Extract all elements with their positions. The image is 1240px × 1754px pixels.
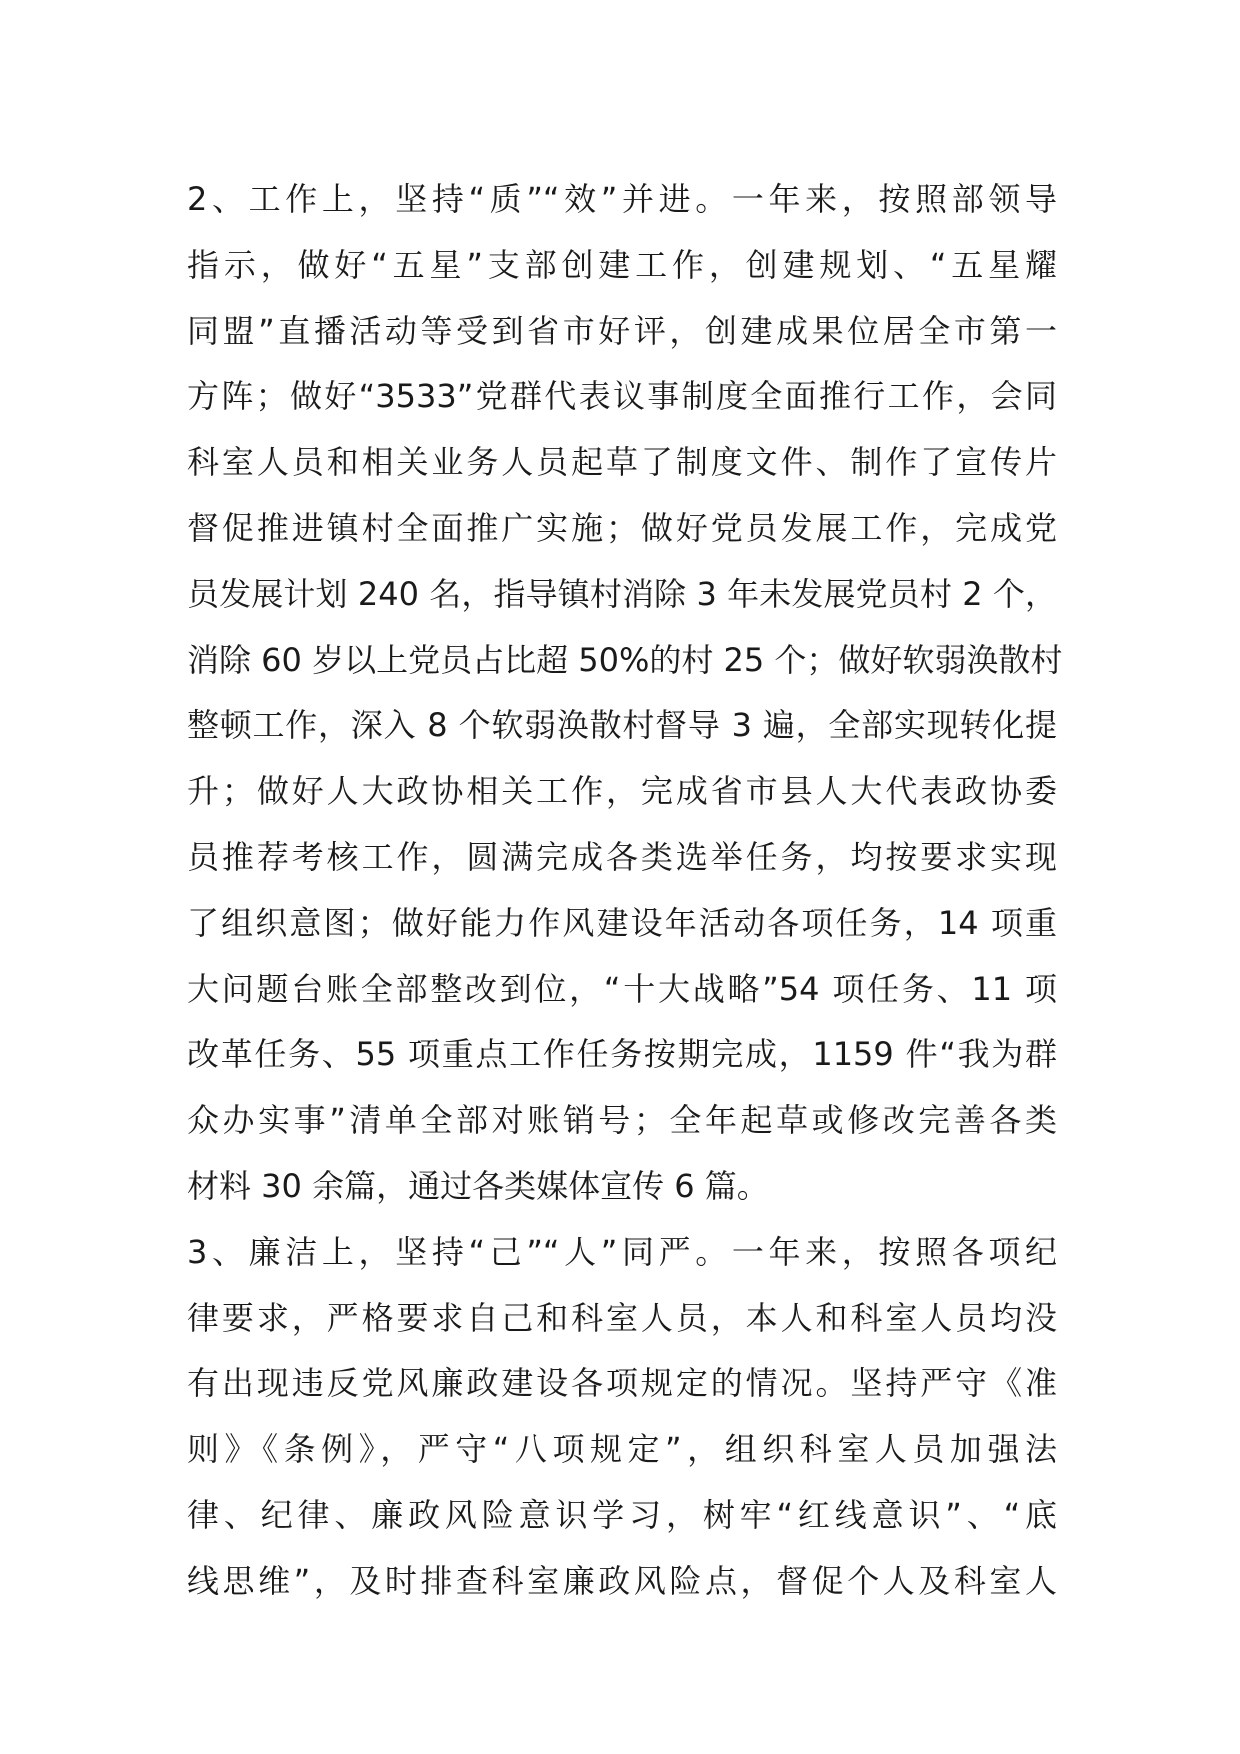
text-line: 2、工作上，坚持“质”“效”并进。一年来，按照部领导 xyxy=(187,180,1057,218)
text-line: 了组织意图；做好能力作风建设年活动各项任务，14 项重 xyxy=(187,903,1057,942)
text-line: 科室人员和相关业务人员起草了制度文件、制作了宣传片 xyxy=(187,443,1057,482)
text-line: 大问题台账全部整改到位，“十大战略”54 项任务、11 项 xyxy=(187,969,1057,1008)
text-line: 整顿工作，深入 8 个软弱涣散村督导 3 遍，全部实现转化提 xyxy=(187,706,1057,745)
text-line: 同盟”直播活动等受到省市好评，创建成果位居全市第一 xyxy=(187,311,1057,350)
text-line: 改革任务、55 项重点工作任务按期完成，1159 件“我为群 xyxy=(187,1035,1057,1074)
text-line: 督促推进镇村全面推广实施；做好党员发展工作，完成党 xyxy=(187,508,1057,547)
text-line: 消除 60 岁以上党员占比超 50%的村 25 个；做好软弱涣散村 xyxy=(187,640,1063,679)
text-line: 律、纪律、廉政风险意识学习，树牢“红线意识”、“底 xyxy=(187,1495,1057,1534)
text-line: 有出现违反党风廉政建设各项规定的情况。坚持严守《准 xyxy=(187,1364,1057,1403)
text-line: 3、廉洁上，坚持“己”“人”同严。一年来，按照各项纪 xyxy=(187,1232,1057,1271)
text-line: 方阵；做好“3533”党群代表议事制度全面推行工作，会同 xyxy=(187,377,1057,416)
text-line: 线思维”，及时排查科室廉政风险点，督促个人及科室人 xyxy=(187,1561,1057,1600)
text-line: 众办实事”清单全部对账销号；全年起草或修改完善各类 xyxy=(187,1101,1057,1140)
text-line: 升；做好人大政协相关工作，完成省市县人大代表政协委 xyxy=(187,772,1057,811)
text-line: 律要求，严格要求自己和科室人员，本人和科室人员均没 xyxy=(187,1298,1057,1337)
text-line: 员发展计划 240 名，指导镇村消除 3 年未发展党员村 2 个， xyxy=(187,574,1057,613)
text-line: 员推荐考核工作，圆满完成各类选举任务，均按要求实现 xyxy=(187,837,1057,876)
text-line: 则》《条例》，严守“八项规定”，组织科室人员加强法 xyxy=(187,1430,1057,1469)
text-line: 指示，做好“五星”支部创建工作，创建规划、“五星耀 xyxy=(187,245,1057,284)
document-body xyxy=(187,167,1063,1615)
text-line-paragraph-end: 材料 30 余篇，通过各类媒体宣传 6 篇。 xyxy=(187,1166,769,1205)
